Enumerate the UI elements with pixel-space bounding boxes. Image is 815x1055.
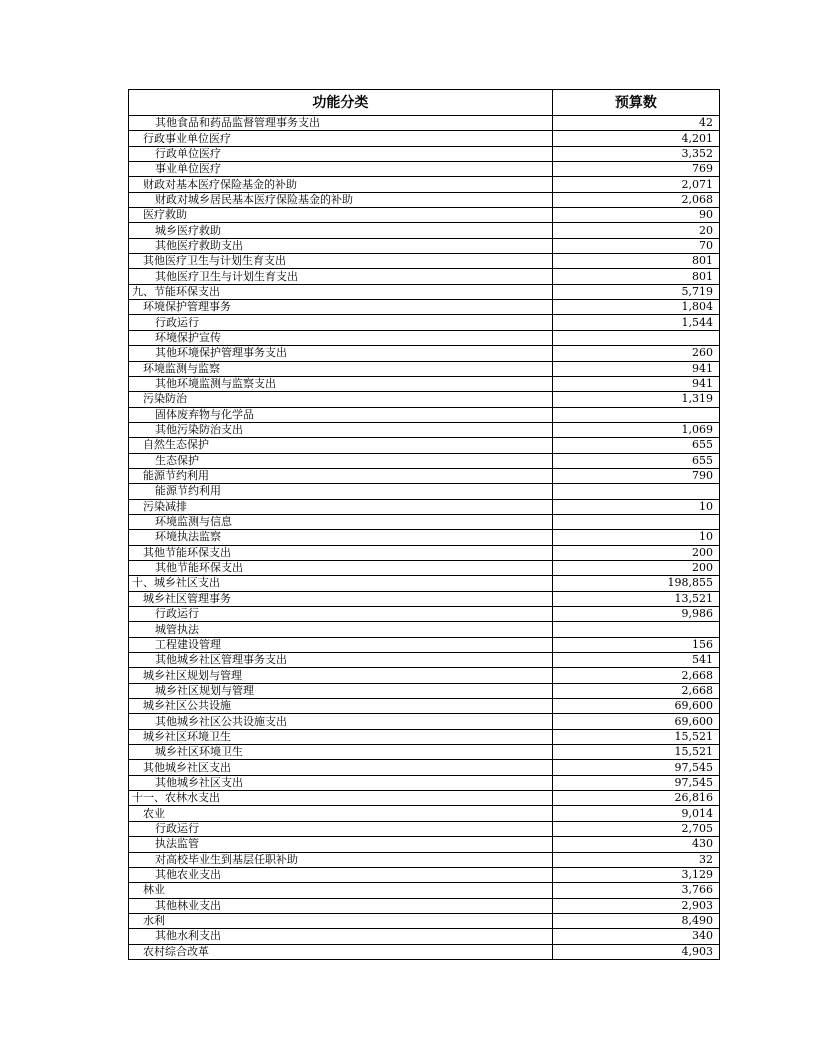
row-budget-value: 3,129: [552, 867, 719, 882]
table-row: [129, 346, 720, 361]
row-function-name: 工程建设管理: [129, 637, 553, 652]
row-function-name: 其他林业支出: [129, 898, 553, 913]
row-function-name: 污染防治: [129, 392, 553, 407]
table-row: [129, 192, 720, 207]
table-row: [129, 116, 720, 131]
row-budget-value: 801: [552, 269, 719, 284]
row-budget-value: 70: [552, 238, 719, 253]
row-function-name: 其他节能环保支出: [129, 545, 553, 560]
row-budget-value: 156: [552, 637, 719, 652]
row-budget-value: 4,201: [552, 131, 719, 146]
row-budget-value: 790: [552, 468, 719, 483]
row-function-name: 事业单位医疗: [129, 162, 553, 177]
table-row: [129, 453, 720, 468]
row-function-name: 行政运行: [129, 607, 553, 622]
row-budget-value: 20: [552, 223, 719, 238]
row-budget-value: 200: [552, 560, 719, 575]
row-budget-value: 10: [552, 530, 719, 545]
row-budget-value: 90: [552, 208, 719, 223]
row-function-name: 对高校毕业生到基层任职补助: [129, 852, 553, 867]
row-function-name: 其他医疗卫生与计划生育支出: [129, 269, 553, 284]
row-function-name: 自然生态保护: [129, 438, 553, 453]
table-row: [129, 699, 720, 714]
table-row: [129, 668, 720, 683]
row-budget-value: 655: [552, 453, 719, 468]
row-budget-value: 15,521: [552, 745, 719, 760]
row-function-name: 执法监管: [129, 837, 553, 852]
row-budget-value: 42: [552, 116, 719, 131]
row-function-name: 环境保护宣传: [129, 330, 553, 345]
row-function-name: 行政单位医疗: [129, 146, 553, 161]
table-row: [129, 898, 720, 913]
table-row: [129, 545, 720, 560]
table-row: [129, 760, 720, 775]
row-budget-value: 655: [552, 438, 719, 453]
row-function-name: 其他环境保护管理事务支出: [129, 346, 553, 361]
row-function-name: 污染减排: [129, 499, 553, 514]
row-budget-value: 2,903: [552, 898, 719, 913]
row-budget-value: 801: [552, 254, 719, 269]
row-budget-value: 69,600: [552, 714, 719, 729]
table-row: [129, 330, 720, 345]
table-row: [129, 653, 720, 668]
row-function-name: 其他医疗救助支出: [129, 238, 553, 253]
table-row: [129, 530, 720, 545]
row-function-name: 其他城乡社区公共设施支出: [129, 714, 553, 729]
row-budget-value: 8,490: [552, 913, 719, 928]
row-function-name: 十、城乡社区支出: [129, 576, 553, 591]
table-row: [129, 913, 720, 928]
table-row: [129, 162, 720, 177]
table-row: [129, 714, 720, 729]
table-row: [129, 560, 720, 575]
table-row: [129, 806, 720, 821]
table-row: [129, 468, 720, 483]
table-row: [129, 269, 720, 284]
table-row: [129, 208, 720, 223]
row-budget-value: 15,521: [552, 729, 719, 744]
row-budget-value: [552, 407, 719, 422]
row-budget-value: 2,068: [552, 192, 719, 207]
row-function-name: 其他水利支出: [129, 929, 553, 944]
row-function-name: 其他城乡社区支出: [129, 775, 553, 790]
row-function-name: 城管执法: [129, 622, 553, 637]
row-budget-value: 26,816: [552, 791, 719, 806]
table-row: [129, 407, 720, 422]
row-budget-value: 69,600: [552, 699, 719, 714]
table-row: [129, 438, 720, 453]
row-budget-value: 1,544: [552, 315, 719, 330]
row-function-name: 环境执法监察: [129, 530, 553, 545]
table-row: [129, 622, 720, 637]
table-row: [129, 514, 720, 529]
row-budget-value: 2,668: [552, 683, 719, 698]
row-function-name: 环境监测与信息: [129, 514, 553, 529]
row-budget-value: 2,668: [552, 668, 719, 683]
row-function-name: 农村综合改革: [129, 944, 553, 959]
row-budget-value: 430: [552, 837, 719, 852]
row-function-name: 水利: [129, 913, 553, 928]
table-row: [129, 284, 720, 299]
table-row: [129, 315, 720, 330]
table-row: [129, 146, 720, 161]
table-row: [129, 177, 720, 192]
row-function-name: 财政对基本医疗保险基金的补助: [129, 177, 553, 192]
row-function-name: 城乡社区规划与管理: [129, 683, 553, 698]
row-budget-value: 4,903: [552, 944, 719, 959]
table-row: [129, 392, 720, 407]
table-header-row: [129, 90, 720, 116]
row-function-name: 其他农业支出: [129, 867, 553, 882]
table-row: [129, 607, 720, 622]
row-budget-value: 260: [552, 346, 719, 361]
row-function-name: 其他环境监测与监察支出: [129, 376, 553, 391]
row-budget-value: 340: [552, 929, 719, 944]
table-row: [129, 499, 720, 514]
row-function-name: 行政运行: [129, 315, 553, 330]
table-row: [129, 576, 720, 591]
table-row: [129, 254, 720, 269]
row-budget-value: 1,069: [552, 422, 719, 437]
row-budget-value: 769: [552, 162, 719, 177]
row-budget-value: 198,855: [552, 576, 719, 591]
row-function-name: 其他污染防治支出: [129, 422, 553, 437]
table-row: [129, 484, 720, 499]
table-row: [129, 791, 720, 806]
row-budget-value: 1,319: [552, 392, 719, 407]
table-row: [129, 300, 720, 315]
table-row: [129, 944, 720, 959]
row-function-name: 行政事业单位医疗: [129, 131, 553, 146]
row-function-name: 生态保护: [129, 453, 553, 468]
row-function-name: 环境监测与监察: [129, 361, 553, 376]
table-row: [129, 376, 720, 391]
table-row: [129, 867, 720, 882]
row-budget-value: 2,071: [552, 177, 719, 192]
row-function-name: 其他城乡社区支出: [129, 760, 553, 775]
row-budget-value: 97,545: [552, 775, 719, 790]
row-budget-value: 541: [552, 653, 719, 668]
row-budget-value: 200: [552, 545, 719, 560]
row-function-name: 其他节能环保支出: [129, 560, 553, 575]
row-budget-value: 32: [552, 852, 719, 867]
row-budget-value: 9,014: [552, 806, 719, 821]
row-function-name: 能源节约利用: [129, 484, 553, 499]
row-budget-value: 5,719: [552, 284, 719, 299]
row-budget-value: [552, 514, 719, 529]
row-budget-value: [552, 484, 719, 499]
row-function-name: 农业: [129, 806, 553, 821]
row-budget-value: 3,352: [552, 146, 719, 161]
row-function-name: 城乡社区环境卫生: [129, 745, 553, 760]
row-budget-value: 97,545: [552, 760, 719, 775]
row-budget-value: 2,705: [552, 821, 719, 836]
row-function-name: 其他城乡社区管理事务支出: [129, 653, 553, 668]
row-budget-value: 941: [552, 361, 719, 376]
row-budget-value: 1,804: [552, 300, 719, 315]
table-row: [129, 852, 720, 867]
table-row: [129, 361, 720, 376]
table-body: [129, 116, 720, 960]
row-function-name: 城乡社区管理事务: [129, 591, 553, 606]
row-budget-value: [552, 622, 719, 637]
table-row: [129, 775, 720, 790]
row-function-name: 十一、农林水支出: [129, 791, 553, 806]
table-row: [129, 883, 720, 898]
row-function-name: 城乡医疗救助: [129, 223, 553, 238]
row-budget-value: 13,521: [552, 591, 719, 606]
row-function-name: 财政对城乡居民基本医疗保险基金的补助: [129, 192, 553, 207]
row-budget-value: 10: [552, 499, 719, 514]
row-function-name: 城乡社区规划与管理: [129, 668, 553, 683]
table-row: [129, 729, 720, 744]
budget-table: [128, 89, 720, 960]
table-row: [129, 929, 720, 944]
row-budget-value: 3,766: [552, 883, 719, 898]
row-function-name: 环境保护管理事务: [129, 300, 553, 315]
table-row: [129, 131, 720, 146]
row-function-name: 固体废弃物与化学品: [129, 407, 553, 422]
row-function-name: 行政运行: [129, 821, 553, 836]
table-row: [129, 223, 720, 238]
row-function-name: 城乡社区公共设施: [129, 699, 553, 714]
table-row: [129, 821, 720, 836]
table-row: [129, 745, 720, 760]
table-row: [129, 422, 720, 437]
row-function-name: 林业: [129, 883, 553, 898]
row-function-name: 九、节能环保支出: [129, 284, 553, 299]
table-row: [129, 683, 720, 698]
row-function-name: 医疗救助: [129, 208, 553, 223]
row-function-name: 其他医疗卫生与计划生育支出: [129, 254, 553, 269]
row-budget-value: [552, 330, 719, 345]
row-budget-value: 941: [552, 376, 719, 391]
header-budget-amount: 预算数: [552, 90, 719, 116]
row-function-name: 城乡社区环境卫生: [129, 729, 553, 744]
table-row: [129, 837, 720, 852]
row-function-name: 能源节约利用: [129, 468, 553, 483]
row-budget-value: 9,986: [552, 607, 719, 622]
table-row: [129, 238, 720, 253]
table-row: [129, 591, 720, 606]
row-function-name: 其他食品和药品监督管理事务支出: [129, 116, 553, 131]
table-row: [129, 637, 720, 652]
header-function-category: 功能分类: [129, 90, 553, 116]
